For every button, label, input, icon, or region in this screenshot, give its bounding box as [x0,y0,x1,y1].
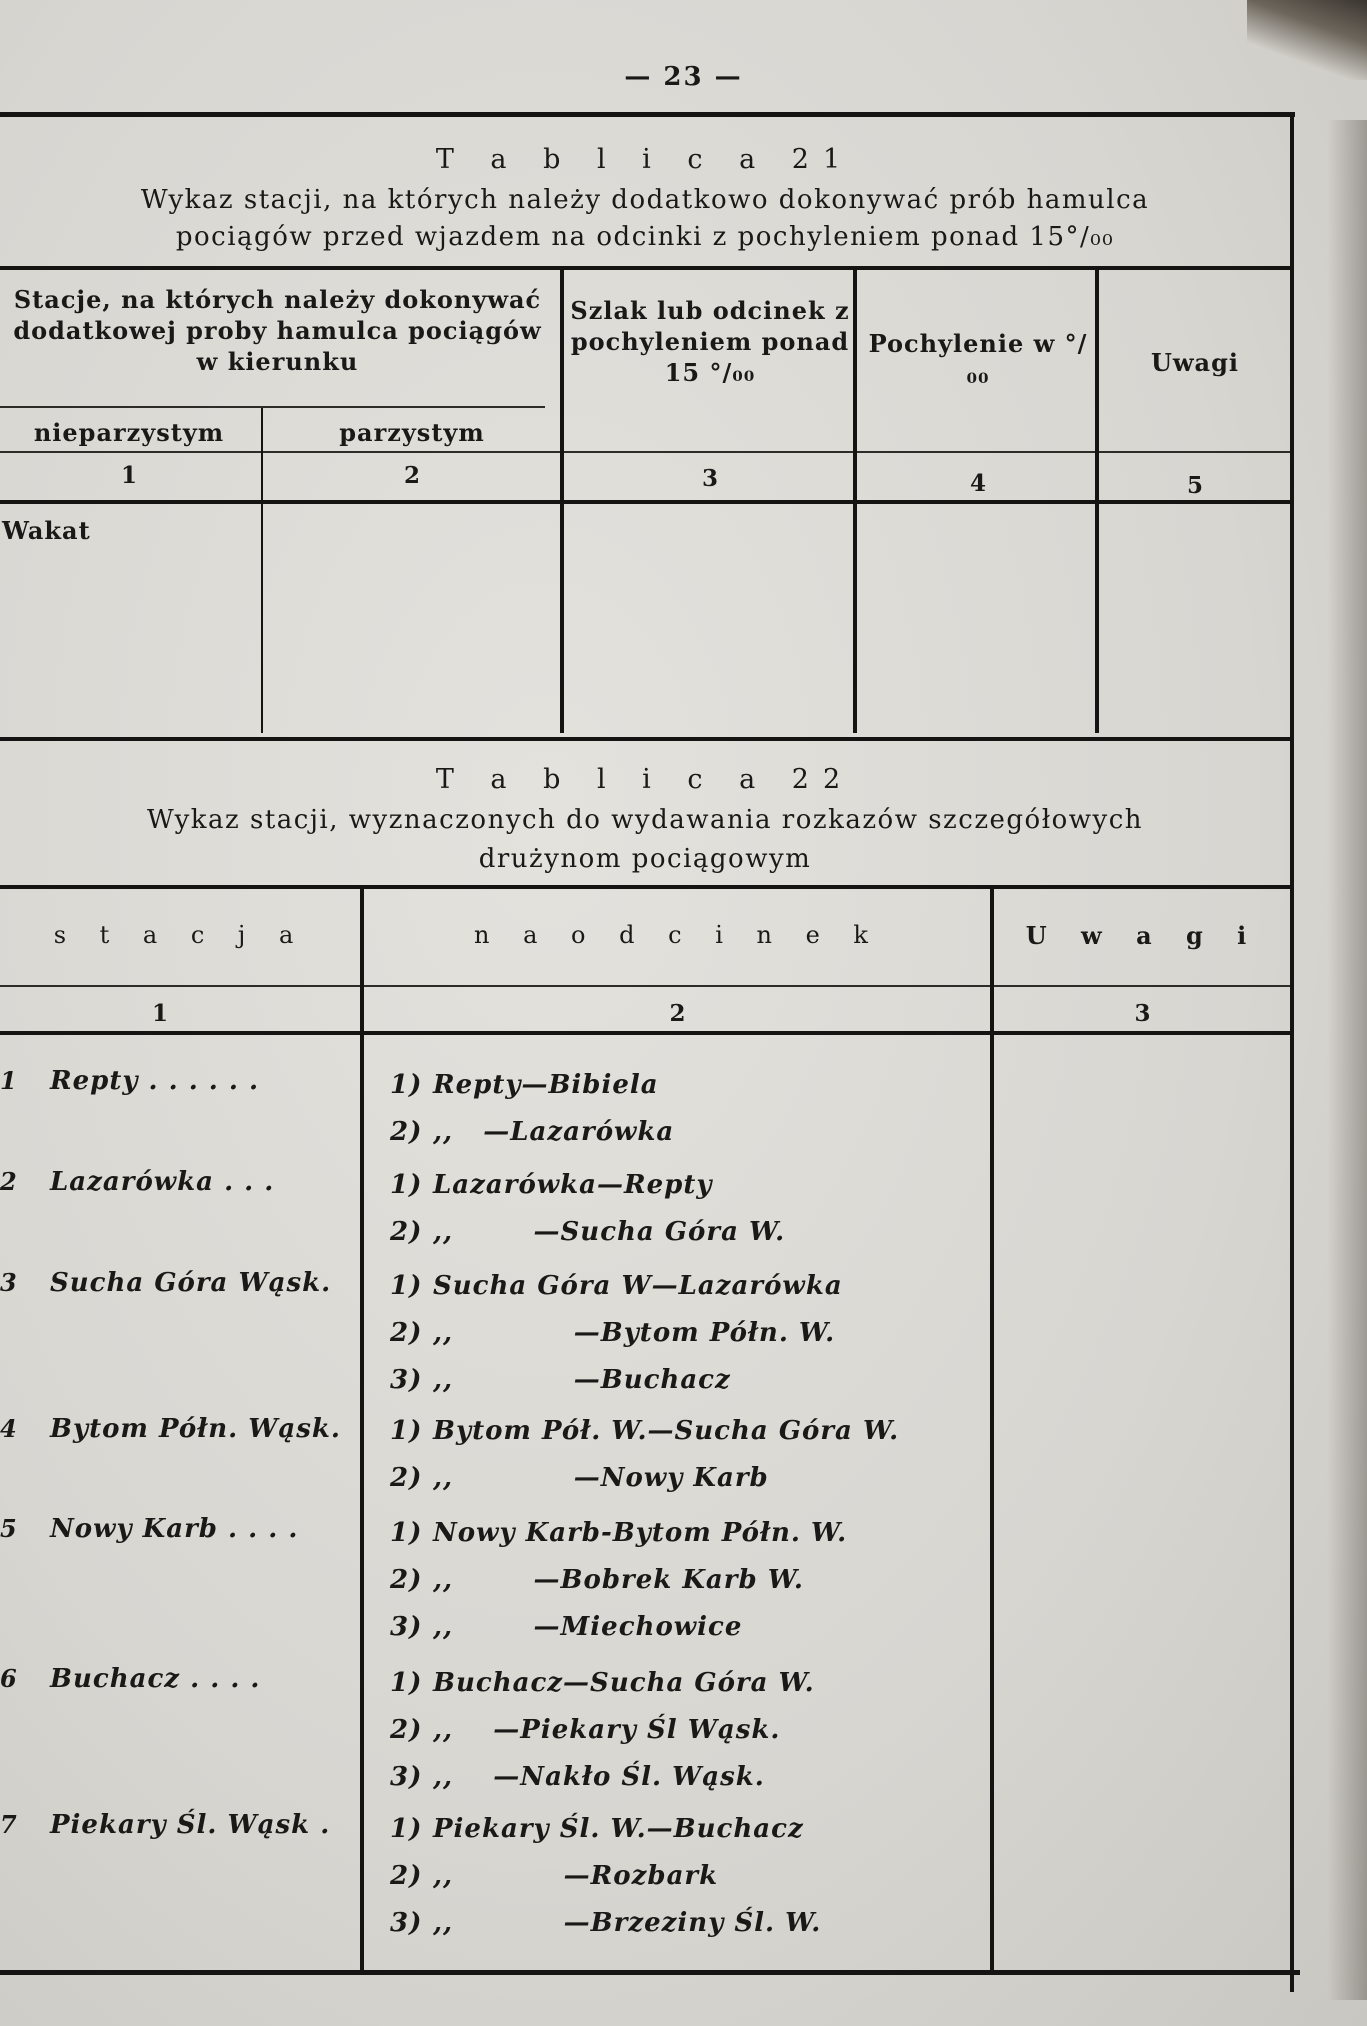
section-text: Repty—Bibiela [433,1070,659,1100]
station-name: Piekary Śl. Wąsk . [50,1810,331,1840]
table22-header-remarks: U w a g i [1025,921,1260,950]
right-frame-line [1290,112,1294,1992]
section-text: Sucha Góra W—Lazarówka [433,1271,843,1301]
station-name: Repty . . . . . . [50,1066,260,1096]
table21-subtitle-line1: Wykaz stacji, na których należy dodatkowo dokonywać prób hamulca [140,185,1150,215]
row-number: 5 [0,1514,17,1543]
table22-col-divider-2 [990,885,994,1970]
section-text: ,, —Nakło Śl. Wąsk. [433,1762,765,1792]
section-num: 2) [390,1217,423,1247]
section-num: 1) [390,1271,423,1301]
row-number: 4 [0,1414,17,1443]
table21-bottom-rule [0,737,1292,741]
table21-row-odd: Wakat [2,516,91,545]
table21-colnum-1: 1 [120,462,137,489]
section-num: 3) [390,1612,423,1642]
row-number: 7 [0,1810,17,1839]
section-text: Lazarówka—Repty [433,1170,713,1200]
table22-bottom-rule [0,1970,1300,1975]
section-num: 1) [390,1518,423,1548]
table21-top-rule [0,112,1295,117]
section-num: 1) [390,1668,423,1698]
section-num: 1) [390,1416,423,1446]
table22-header-section: n a o d c i n e k [474,921,881,949]
section-text: ,, —Lazarówka [433,1117,675,1147]
section-num: 1) [390,1070,423,1100]
section-text: Nowy Karb-Bytom Półn. W. [433,1518,848,1548]
section-num: 2) [390,1117,423,1147]
section-num: 3) [390,1762,423,1792]
section-text: ,, —Brzeziny Śl. W. [433,1908,822,1938]
table21-header-gradient: Pochylenie w °/₀₀ [868,329,1088,389]
table21-colnum-5: 5 [1186,472,1203,499]
table21-col-divider-3 [853,266,857,733]
table22-colnum-2: 2 [669,1000,686,1027]
section-text: Buchacz—Sucha Góra W. [433,1668,815,1698]
table22-subtitle-line1: Wykaz stacji, wyznaczonych do wydawania rozkazów szczegółowych [146,805,1144,835]
table21-title: T a b l i c a 21 [435,144,855,175]
page-edge-shadow [1327,120,1367,2000]
table21-header-even: parzystym [339,418,485,447]
section-text: ,, —Miechowice [433,1612,743,1642]
section-num: 1) [390,1170,423,1200]
section-text: ,, —Rozbark [433,1861,719,1891]
station-name: Buchacz . . . . [50,1664,261,1694]
table22-subtitle-line2: drużynom pociągowym [478,844,812,874]
section-text: ,, —Bytom Półn. W. [433,1318,836,1348]
row-number: 1 [0,1066,17,1095]
table21-header-remarks: Uwagi [1150,348,1240,377]
section-num: 2) [390,1318,423,1348]
row-number: 2 [0,1167,17,1196]
table21-subheader-rule [0,406,545,408]
section-text: ,, —Nowy Karb [433,1463,769,1493]
section-text: Piekary Śl. W.—Buchacz [433,1814,804,1844]
station-name: Bytom Półn. Wąsk. [50,1414,341,1444]
table21-col-divider-4 [1095,266,1099,733]
table22-colnum-1: 1 [151,1000,168,1027]
station-name: Sucha Góra Wąsk. [50,1268,332,1298]
section-num: 3) [390,1365,423,1395]
section-text: ,, —Piekary Śl Wąsk. [433,1715,781,1745]
station-name: Nowy Karb . . . . [50,1514,299,1544]
table21-header-odd: nieparzystym [33,418,225,447]
table21-subtitle-line2: pociągów przed wjazdem na odcinki z pochyleniem ponad 15°/₀₀ [175,222,1115,252]
table22-title: T a b l i c a 22 [435,764,855,795]
table22-colnum-3: 3 [1134,1000,1151,1027]
table22-header-station: s t a c j a [53,921,307,949]
section-num: 2) [390,1565,423,1595]
table21-colnum-4: 4 [969,470,986,497]
section-num: 2) [390,1715,423,1745]
table22-col-divider-1 [360,885,364,1970]
section-num: 2) [390,1861,423,1891]
station-name: Lazarówka . . . [50,1167,275,1197]
section-num: 2) [390,1463,423,1493]
table21-col-divider-2 [560,266,564,733]
section-text: ,, —Sucha Góra W. [433,1217,786,1247]
section-num: 3) [390,1908,423,1938]
table21-header-route: Szlak lub odcinek z pochyleniem ponad 15 °/₀₀ [570,296,850,387]
row-number: 6 [0,1664,17,1693]
table21-col-divider-1 [261,408,263,733]
table22-header-top-rule [0,885,1292,889]
section-text: Bytom Pół. W.—Sucha Góra W. [433,1416,900,1446]
row-number: 3 [0,1268,17,1297]
table21-header-stations: Stacje, na których należy dokonywać dodatkowej proby hamulca pociągów w kierunku [13,285,542,376]
table21-colnum-2: 2 [403,462,420,489]
section-num: 1) [390,1814,423,1844]
table22-body-top-rule [0,1031,1292,1035]
page-number: — 23 — [624,62,743,92]
table21-colnum-3: 3 [701,465,718,492]
section-text: ,, —Buchacz [433,1365,731,1395]
table22-numbers-rule [0,985,1290,987]
section-text: ,, —Bobrek Karb W. [433,1565,804,1595]
